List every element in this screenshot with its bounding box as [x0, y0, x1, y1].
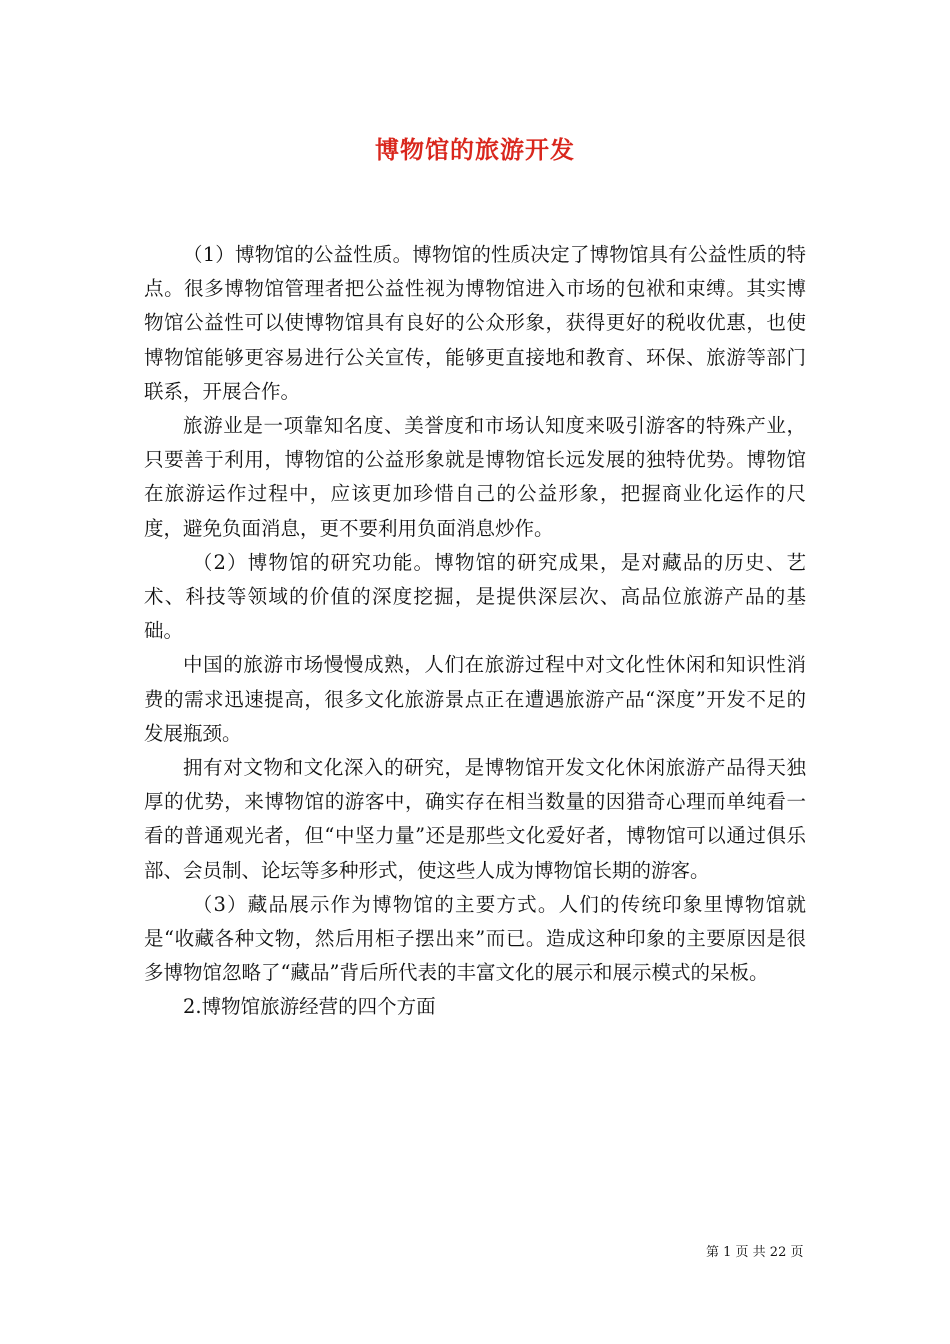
paragraph-research-advantage: 拥有对文物和文化深入的研究，是博物馆开发文化休闲旅游产品得天独厚的优势，来博物馆的游客中，确实存在相当数量的因猎奇心理而单纯看一看的普通观光者，但“中坚力量”还是那些文化爱好者，博物馆可以通过俱乐部、会员制、论坛等多种形式，使这些人成为博物馆长期的游客。 — [144, 756, 806, 882]
paragraph-tourism-market: 中国的旅游市场慢慢成熟，人们在旅游过程中对文化性休闲和知识性消费的需求迅速提高，很多文化旅游景点正在遭遇旅游产品“深度”开发不足的发展瓶颈。 — [144, 653, 806, 745]
paragraph-research-function: （2）博物馆的研究功能。博物馆的研究成果，是对藏品的历史、艺术、科技等领域的价值的深度挖掘，是提供深层次、高品位旅游产品的基础。 — [144, 550, 806, 643]
section-heading-four-aspects: 2.博物馆旅游经营的四个方面 — [183, 995, 436, 1019]
paragraph-collection-display: （3）藏品展示作为博物馆的主要方式。人们的传统印象里博物馆就是“收藏各种文物，然后用柜子摆出来”而已。造成这种印象的主要原因是很多博物馆忽略了“藏品”背后所代表的丰富文化的展示和展示模式的呆板。 — [144, 892, 806, 985]
page-number: 第 1 页 共 22 页 — [706, 1245, 804, 1260]
document-title: 博物馆的旅游开发 — [375, 135, 575, 164]
paragraph-public-welfare: （1）博物馆的公益性质。博物馆的性质决定了博物馆具有公益性质的特点。很多博物馆管理者把公益性视为博物馆进入市场的包袱和束缚。其实博物馆公益性可以使博物馆具有良好的公众形象，获得更好的税收优惠，也使博物馆能够更容易进行公关宣传，能够更直接地和教育、环保、旅游等部门联系，开展合作。 — [144, 243, 806, 403]
document-body — [144, 238, 806, 1025]
paragraph-tourism-industry: 旅游业是一项靠知名度、美誉度和市场认知度来吸引游客的特殊产业，只要善于利用，博物馆的公益形象就是博物馆长远发展的独特优势。博物馆在旅游运作过程中，应该更加珍惜自己的公益形象，把握商业化运作的尺度，避免负面消息，更不要利用负面消息炒作。 — [144, 414, 806, 540]
